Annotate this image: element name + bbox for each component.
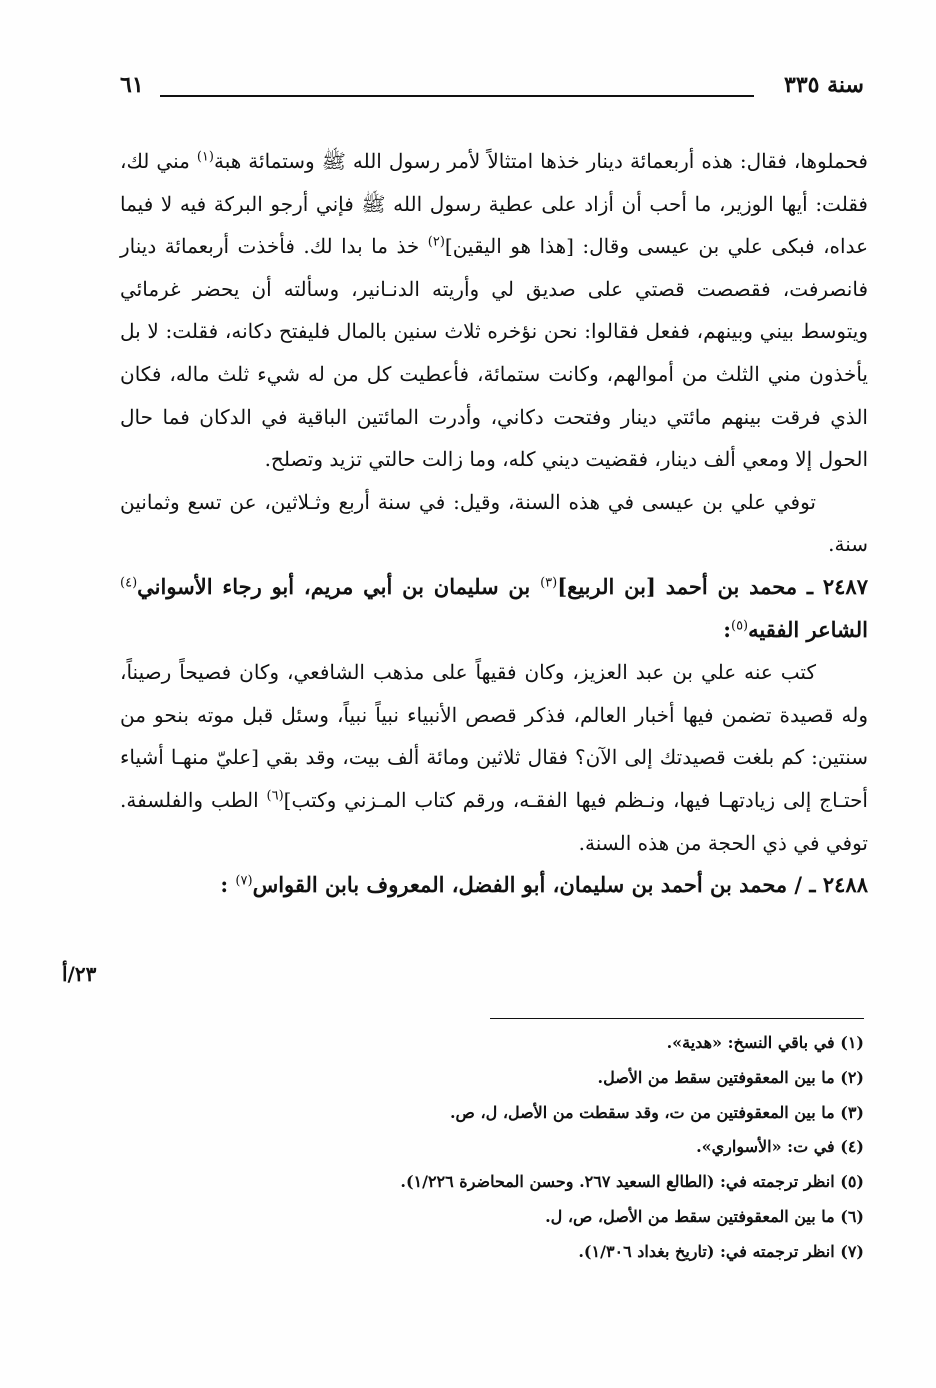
paragraph-death-note: توفي علي بن عيسى في هذه السنة، وقيل: في سنة أربع وثـلاثين، عن تسع وثمانين سنة. xyxy=(120,489,868,557)
footnote-2: (٢) ما بين المعقوفتين سقط من الأصل. xyxy=(597,1067,864,1087)
entry-2487-heading-part-1: ٢٤٨٧ ـ محمد بن أحمد [بن الربيع] xyxy=(557,573,868,599)
entry-2487-heading-part-4: : xyxy=(723,616,731,642)
footnotes-list xyxy=(124,1026,864,1270)
footnote-ref-3: (٣) xyxy=(540,575,558,591)
footnote-ref-1: (١) xyxy=(196,149,214,165)
entry-2487-heading-part-2: بن سليمان بن أبي مريم، أبو رجاء الأسواني xyxy=(137,573,541,599)
footnote-ref-6: (٦) xyxy=(266,788,284,804)
header-rule xyxy=(160,95,754,97)
entry-2487-body xyxy=(120,651,868,864)
entry-2487-heading-part-3: الشاعر الفقيه xyxy=(748,616,868,642)
footnote-1: (١) في باقي النسخ: «هدية». xyxy=(666,1033,864,1052)
main-text xyxy=(120,140,868,907)
header-year-label: سنة ٣٣٥ xyxy=(784,72,864,98)
manuscript-folio-marker: ٢٣/أ xyxy=(62,962,97,986)
footnote-ref-2: (٢) xyxy=(427,234,445,250)
paragraph-story-part-2: مني لك، فقلت: أيها الوزير، ما أحب أن أزاد على عطية رسول الله ﷺ فإني أرجو البركة فيه لا فيما عداه، فبكى علي بن عيسى وقال: [هذا هو اليقين] xyxy=(120,149,868,259)
footnote-separator xyxy=(490,1018,864,1019)
footnote-6: (٦) ما بين المعقوفتين سقط من الأصل، ص، ل. xyxy=(545,1206,864,1226)
footnote-ref-4: (٤) xyxy=(120,575,138,591)
paragraph-story xyxy=(120,140,868,481)
paragraph-story-part-1: فحملوها، فقال: هذه أربعمائة دينار خذها امتثالاً لأمر رسول الله ﷺ وستمائة هبة xyxy=(213,149,868,173)
running-header xyxy=(120,66,864,106)
footnote-7: (٧) انظر ترجمته في: (تاريخ بغداد ١/٣٠٦). xyxy=(578,1241,864,1261)
footnote-ref-5: (٥) xyxy=(730,617,749,633)
entry-2488-heading-colon: : xyxy=(220,872,236,898)
footnote-5: (٥) انظر ترجمته في: (الطالع السعيد ٢٦٧. وحسن المحاضرة ١/٢٢٦). xyxy=(400,1172,864,1192)
footnote-ref-7: (٧) xyxy=(235,873,253,889)
footnote-3: (٣) ما بين المعقوفتين من ت، وقد سقطت من الأصل، ل، ص. xyxy=(449,1102,864,1122)
entry-2488-heading xyxy=(120,864,868,907)
footnote-4: (٤) في ت: «الأسواري». xyxy=(696,1137,864,1157)
entry-2487-body-part-1: كتب عنه علي بن عبد العزيز، وكان فقيهاً على مذهب الشافعي، وكان فصيحاً رصيناً، وله قصيدة تضمن فيها أخبار العالم، فذكر قصص الأنبياء نبياً نبياً، وسئل قبل موته بنحو من سنتين: كم بلغت قصيدتك إلى الآن؟ فقال ثلاثين ومائة ألف بيت، وقد بقي [عليّ منهـا أشياء أحتـاج إلى زيادتهـا فيها، ونـظم فيها الفقـه، ورقم كتاب المـزني وكتب] xyxy=(120,660,868,812)
entry-2487-heading xyxy=(120,566,868,651)
entry-2487-body-part-2: الطب والفلسفة. توفي في ذي الحجة من هذه السنة. xyxy=(120,787,868,855)
entry-2488-heading-text: ٢٤٨٨ ـ / محمد بن أحمد بن سليمان، أبو الفضل، المعروف بابن القواس xyxy=(252,872,868,898)
paragraph-story-part-3: خذ ما بدا لك. فأخذت أربعمائة دينار فانصرفت، فقصصت قصتي على صديق لي وأريته الدنـانير، وسألته أن يحضر غرمائي ويتوسط بيني وبينهم، ففعل فقالوا: نحن نؤخره ثلاث سنين بالمال فليفتح دكانه، فقلت: لا بل يأخذون مني الثلث من أموالهم، وكانت ستمائة، فأعطيت كل من له شيء ثلث ماله، فكان الذي فرقت بينهم مائتي دينار وفتحت دكاني، وأدرت المائتين الباقية في الدكان فما حال الحول إلا ومعي ألف دينار، فقضيت ديني كله، وما زالت حالتي تزيد وتصلح. xyxy=(120,234,868,472)
page-number: ٦١ xyxy=(120,72,144,98)
